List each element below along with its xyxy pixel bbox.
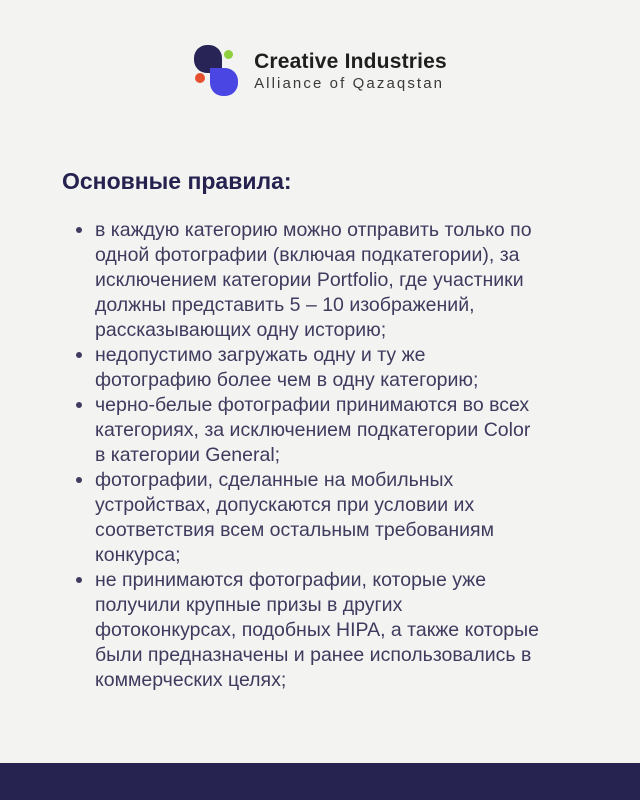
page-title: Основные правила: [62, 168, 292, 194]
logo [0, 45, 640, 97]
logo-dot-orange-icon [195, 73, 205, 83]
rules-list [62, 218, 544, 693]
rule-item: фотографии, сделанные на мобильных устройствах, допускаются при условии их соответствия всем остальным требованиям конкурса; [62, 468, 544, 568]
rule-item: черно-белые фотографии принимаются во всех категориях, за исключением подкатегории Color в категории General; [62, 393, 544, 468]
logo-leaf-blue-icon [210, 68, 238, 96]
logo-dot-green-icon [224, 50, 233, 59]
rule-item: в каждую категорию можно отправить только по одной фотографии (включая подкатегории), за исключением категории Portfolio, где участники должны представить 5 – 10 изображений, рассказывающих одну историю; [62, 218, 544, 343]
logo-subtitle: Alliance of Qazaqstan [254, 74, 445, 92]
rule-item: не принимаются фотографии, которые уже получили крупные призы в других фотоконкурсах, подобных HIPA, а также которые были предназначены и ранее использовались в коммерческих целях; [62, 568, 544, 693]
logo-title: Creative Industries [254, 49, 447, 73]
footer-bar [0, 763, 640, 800]
creative-industries-logo-icon [193, 45, 239, 97]
rule-item: недопустимо загружать одну и ту же фотографию более чем в одну категорию; [62, 343, 544, 393]
logo-text [254, 50, 447, 93]
